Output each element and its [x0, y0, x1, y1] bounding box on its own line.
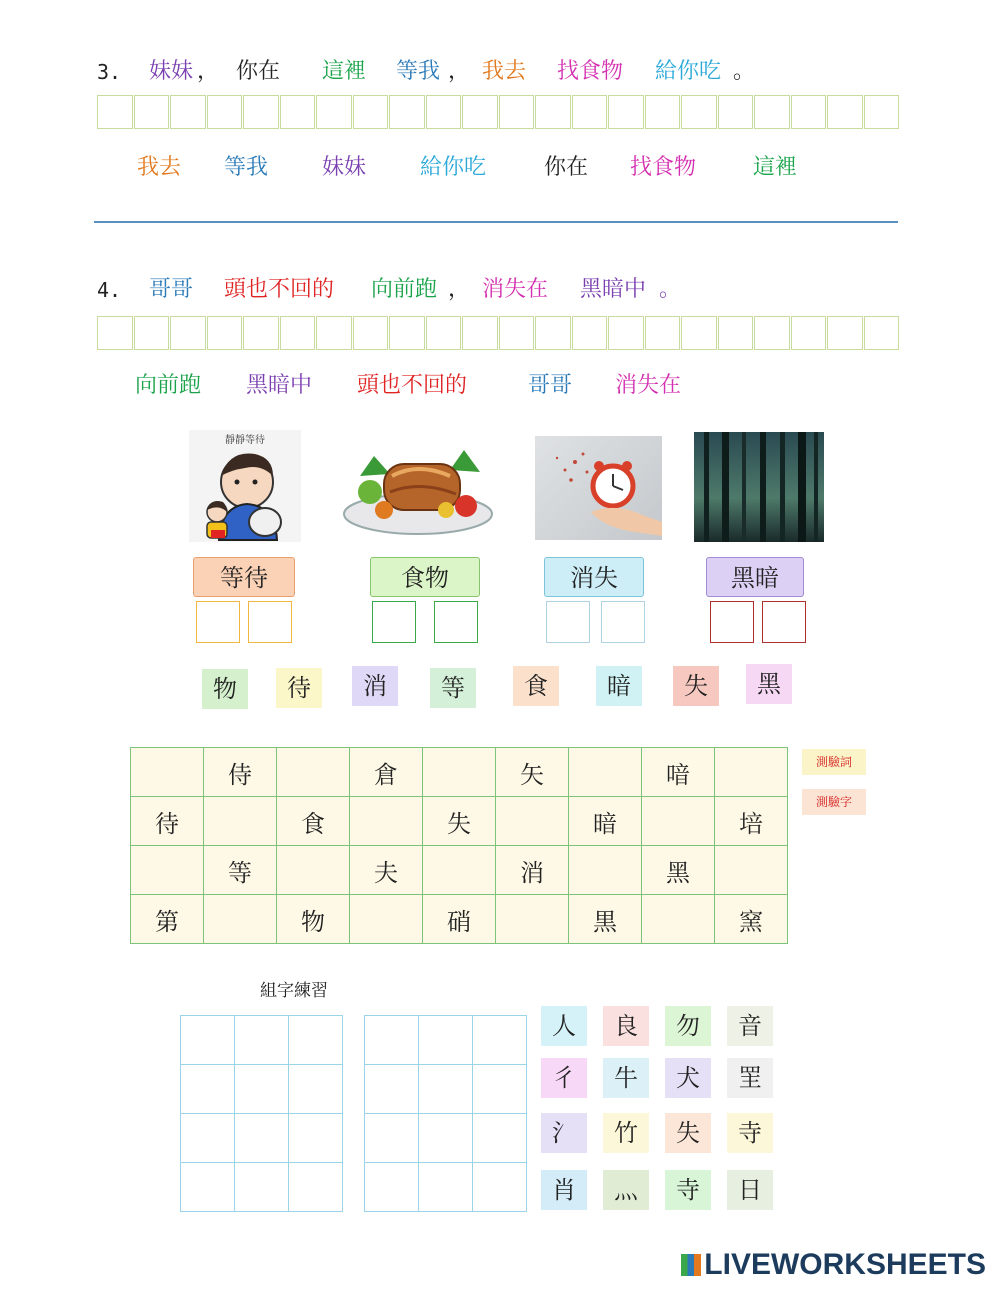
grid-cell[interactable]: 物 [277, 895, 350, 944]
answer-cell[interactable] [243, 95, 279, 129]
answer-cell[interactable] [864, 95, 900, 129]
answer-cell[interactable] [791, 316, 827, 350]
component-tile[interactable]: 寺 [665, 1170, 711, 1210]
q3-sentence-segment: 你在 [236, 59, 281, 84]
grid-cell[interactable]: 第 [131, 895, 204, 944]
q4-sentence-segment: 向前跑 [371, 277, 438, 302]
char-tile[interactable]: 待 [276, 668, 322, 708]
practice-row [181, 1065, 343, 1114]
grid-cell[interactable]: 食 [277, 797, 350, 846]
practice-row [181, 1016, 343, 1065]
answer-cell[interactable] [280, 95, 316, 129]
answer-cell[interactable] [97, 95, 133, 129]
char-tile[interactable]: 消 [352, 666, 398, 706]
test-chars-button[interactable]: 測驗字 [802, 789, 866, 815]
practice-cell[interactable] [181, 1016, 235, 1065]
q4-answer-cells[interactable] [97, 316, 900, 350]
char-tile[interactable]: 等 [430, 668, 476, 708]
word-label: 消失 [544, 557, 644, 597]
word-answer-box[interactable] [372, 601, 416, 643]
grid-cell[interactable] [350, 797, 423, 846]
answer-cell[interactable] [681, 95, 717, 129]
q4-sentence-segment: 黑暗中 [580, 277, 647, 302]
practice-row [365, 1163, 527, 1212]
grid-cell[interactable] [131, 748, 204, 797]
grid-cell[interactable]: 侍 [204, 748, 277, 797]
component-tile[interactable]: 勿 [665, 1006, 711, 1046]
answer-cell[interactable] [97, 316, 133, 350]
answer-cell[interactable] [353, 95, 389, 129]
practice-cell[interactable] [181, 1163, 235, 1212]
answer-cell[interactable] [864, 316, 900, 350]
practice-cell[interactable] [235, 1163, 289, 1212]
brand-text: LIVEWORKSHEETS [704, 1248, 986, 1281]
grid-cell[interactable] [569, 846, 642, 895]
practice-cell[interactable] [419, 1065, 473, 1114]
answer-cell[interactable] [426, 316, 462, 350]
q3-number: 3. [97, 60, 122, 84]
practice-cell[interactable] [365, 1163, 419, 1212]
grid-cell[interactable] [204, 797, 277, 846]
answer-cell[interactable] [207, 316, 243, 350]
answer-cell[interactable] [718, 316, 754, 350]
answer-cell[interactable] [572, 316, 608, 350]
practice-cell[interactable] [365, 1065, 419, 1114]
q3-options-chip[interactable]: 等我 [224, 155, 269, 180]
q4-sentence-segment: 。 [659, 277, 682, 302]
practice-cell[interactable] [289, 1114, 343, 1163]
practice-cell[interactable] [289, 1016, 343, 1065]
grid-cell[interactable]: 黑 [642, 846, 715, 895]
section-divider [94, 221, 898, 223]
grid-row [131, 797, 788, 846]
component-tile[interactable]: 竹 [603, 1113, 649, 1153]
answer-cell[interactable] [426, 95, 462, 129]
practice-cell[interactable] [235, 1065, 289, 1114]
grid-cell[interactable] [569, 748, 642, 797]
q3-options-chip[interactable]: 找食物 [630, 155, 697, 180]
liveworksheets-logo [681, 1248, 986, 1282]
component-tile[interactable]: 人 [541, 1006, 587, 1046]
word-answer-box[interactable] [762, 601, 806, 643]
practice-cell[interactable] [419, 1016, 473, 1065]
char-tile[interactable]: 食 [513, 666, 559, 706]
grid-cell[interactable]: 倉 [350, 748, 423, 797]
answer-cell[interactable] [134, 316, 170, 350]
answer-cell[interactable] [791, 95, 827, 129]
grid-row [131, 846, 788, 895]
answer-cell[interactable] [645, 95, 681, 129]
practice-cell[interactable] [419, 1114, 473, 1163]
q3-sentence-segment: 妹妹 [149, 59, 194, 84]
grid-cell[interactable] [277, 846, 350, 895]
char-tile[interactable]: 暗 [596, 666, 642, 706]
q3-options-chip[interactable]: 我去 [137, 155, 182, 180]
test-words-button[interactable]: 測驗詞 [802, 749, 866, 775]
food-image [340, 436, 495, 538]
practice-row [365, 1114, 527, 1163]
char-tile[interactable]: 黑 [746, 664, 792, 704]
practice-cell[interactable] [235, 1016, 289, 1065]
grid-cell[interactable] [423, 846, 496, 895]
grid-cell[interactable] [350, 895, 423, 944]
component-tile[interactable]: 音 [727, 1006, 773, 1046]
answer-cell[interactable] [207, 95, 243, 129]
grid-cell[interactable] [642, 895, 715, 944]
grid-cell[interactable]: 矢 [496, 748, 569, 797]
q3-sentence-segment: 找食物 [557, 59, 624, 84]
waiting-illustration [189, 430, 301, 542]
grid-cell[interactable]: 失 [423, 797, 496, 846]
answer-cell[interactable] [754, 95, 790, 129]
grid-cell[interactable] [277, 748, 350, 797]
q4-options-chip[interactable]: 黑暗中 [246, 373, 313, 398]
component-tile[interactable]: 肖 [541, 1170, 587, 1210]
component-tile[interactable]: 日 [727, 1170, 773, 1210]
word-label: 黑暗 [706, 557, 804, 597]
q3-sentence-segment: 這裡 [322, 59, 367, 84]
practice-cell[interactable] [473, 1016, 527, 1065]
q4-options-chip[interactable]: 哥哥 [528, 373, 573, 398]
practice-row [181, 1114, 343, 1163]
answer-cell[interactable] [134, 95, 170, 129]
answer-cell[interactable] [353, 316, 389, 350]
character-grid [130, 747, 788, 944]
grid-cell[interactable] [642, 797, 715, 846]
dark-forest-image [694, 432, 824, 542]
component-tile[interactable]: 寺 [727, 1113, 773, 1153]
answer-cell[interactable] [827, 95, 863, 129]
practice-row [181, 1163, 343, 1212]
answer-cell[interactable] [535, 95, 571, 129]
practice-title: 組字練習 [260, 981, 328, 1001]
practice-cell[interactable] [235, 1114, 289, 1163]
grid-cell[interactable] [715, 846, 788, 895]
q3-sentence-segment: 給你吃 [655, 59, 722, 84]
q3-options-chip[interactable]: 這裡 [753, 155, 798, 180]
answer-cell[interactable] [718, 95, 754, 129]
grid-cell[interactable] [204, 895, 277, 944]
practice-grid-right[interactable] [364, 1015, 527, 1212]
grid-cell[interactable]: 窯 [715, 895, 788, 944]
answer-cell[interactable] [462, 316, 498, 350]
practice-cell[interactable] [473, 1163, 527, 1212]
q3-sentence-segment: 我去 [482, 59, 527, 84]
component-tile[interactable]: 牛 [603, 1058, 649, 1098]
practice-cell[interactable] [473, 1065, 527, 1114]
grid-cell[interactable]: 黒 [569, 895, 642, 944]
word-label: 食物 [370, 557, 480, 597]
answer-cell[interactable] [608, 95, 644, 129]
component-tile[interactable]: 失 [665, 1113, 711, 1153]
q3-sentence-segment: 等我 [396, 59, 441, 84]
answer-cell[interactable] [608, 316, 644, 350]
q3-answer-cells[interactable] [97, 95, 900, 129]
word-answer-box[interactable] [434, 601, 478, 643]
q4-sentence-segment: 頭也不回的 [224, 277, 335, 302]
answer-cell[interactable] [754, 316, 790, 350]
grid-cell[interactable]: 喑 [642, 748, 715, 797]
component-tile[interactable]: 犬 [665, 1058, 711, 1098]
word-answer-box[interactable] [248, 601, 292, 643]
grid-cell[interactable]: 硝 [423, 895, 496, 944]
grid-cell[interactable]: 待 [131, 797, 204, 846]
grid-cell[interactable] [496, 797, 569, 846]
answer-cell[interactable] [170, 95, 206, 129]
grid-cell[interactable] [131, 846, 204, 895]
answer-cell[interactable] [389, 95, 425, 129]
q3-options-chip[interactable]: 妹妹 [322, 155, 367, 180]
q4-number: 4. [97, 278, 122, 302]
answer-cell[interactable] [535, 316, 571, 350]
answer-cell[interactable] [280, 316, 316, 350]
component-tile[interactable]: 罜 [727, 1058, 773, 1098]
q4-sentence-segment: ， [448, 277, 471, 302]
word-answer-box[interactable] [710, 601, 754, 643]
answer-cell[interactable] [316, 316, 352, 350]
answer-cell[interactable] [645, 316, 681, 350]
brand-icon [681, 1254, 701, 1276]
grid-cell[interactable]: 暗 [569, 797, 642, 846]
practice-cell[interactable] [365, 1114, 419, 1163]
word-answer-box[interactable] [546, 601, 590, 643]
answer-cell[interactable] [389, 316, 425, 350]
answer-cell[interactable] [572, 95, 608, 129]
grid-row [131, 895, 788, 944]
component-tile[interactable]: 灬 [603, 1170, 649, 1210]
answer-cell[interactable] [681, 316, 717, 350]
component-tile[interactable]: 良 [603, 1006, 649, 1046]
q3-options-chip[interactable]: 給你吃 [420, 155, 487, 180]
practice-cell[interactable] [473, 1114, 527, 1163]
practice-cell[interactable] [365, 1016, 419, 1065]
grid-cell[interactable] [496, 895, 569, 944]
practice-row [365, 1065, 527, 1114]
word-label: 等待 [193, 557, 295, 597]
grid-cell[interactable]: 等 [204, 846, 277, 895]
answer-cell[interactable] [499, 316, 535, 350]
grid-row [131, 748, 788, 797]
practice-row [365, 1016, 527, 1065]
answer-cell[interactable] [827, 316, 863, 350]
component-tile[interactable]: 彳 [541, 1058, 587, 1098]
q3-options-chip[interactable]: 你在 [544, 155, 589, 180]
char-tile[interactable]: 失 [673, 666, 719, 706]
grid-cell[interactable]: 夫 [350, 846, 423, 895]
practice-cell[interactable] [181, 1114, 235, 1163]
practice-cell[interactable] [289, 1163, 343, 1212]
grid-cell[interactable] [423, 748, 496, 797]
char-tile[interactable]: 物 [202, 669, 248, 709]
q4-options-chip[interactable]: 消失在 [615, 373, 682, 398]
word-answer-box[interactable] [601, 601, 645, 643]
q4-options-chip[interactable]: 頭也不回的 [357, 373, 468, 398]
q3-sentence-segment: ， [197, 59, 220, 84]
answer-cell[interactable] [462, 95, 498, 129]
grid-cell[interactable]: 培 [715, 797, 788, 846]
answer-cell[interactable] [499, 95, 535, 129]
q3-sentence-segment: ， [448, 59, 471, 84]
q4-sentence-segment: 消失在 [482, 277, 549, 302]
practice-cell[interactable] [419, 1163, 473, 1212]
practice-cell[interactable] [289, 1065, 343, 1114]
q4-options-chip[interactable]: 向前跑 [135, 373, 202, 398]
grid-cell[interactable] [715, 748, 788, 797]
word-answer-box[interactable] [196, 601, 240, 643]
waiting-caption: 靜靜等待 [225, 435, 265, 446]
q4-sentence-segment: 哥哥 [149, 277, 194, 302]
answer-cell[interactable] [243, 316, 279, 350]
q3-sentence-segment: 。 [733, 59, 756, 84]
grid-cell[interactable]: 消 [496, 846, 569, 895]
component-tile[interactable]: 氵 [541, 1113, 587, 1153]
disappearing-clock-image [535, 436, 662, 540]
practice-cell[interactable] [181, 1065, 235, 1114]
answer-cell[interactable] [316, 95, 352, 129]
practice-grid-left[interactable] [180, 1015, 343, 1212]
answer-cell[interactable] [170, 316, 206, 350]
